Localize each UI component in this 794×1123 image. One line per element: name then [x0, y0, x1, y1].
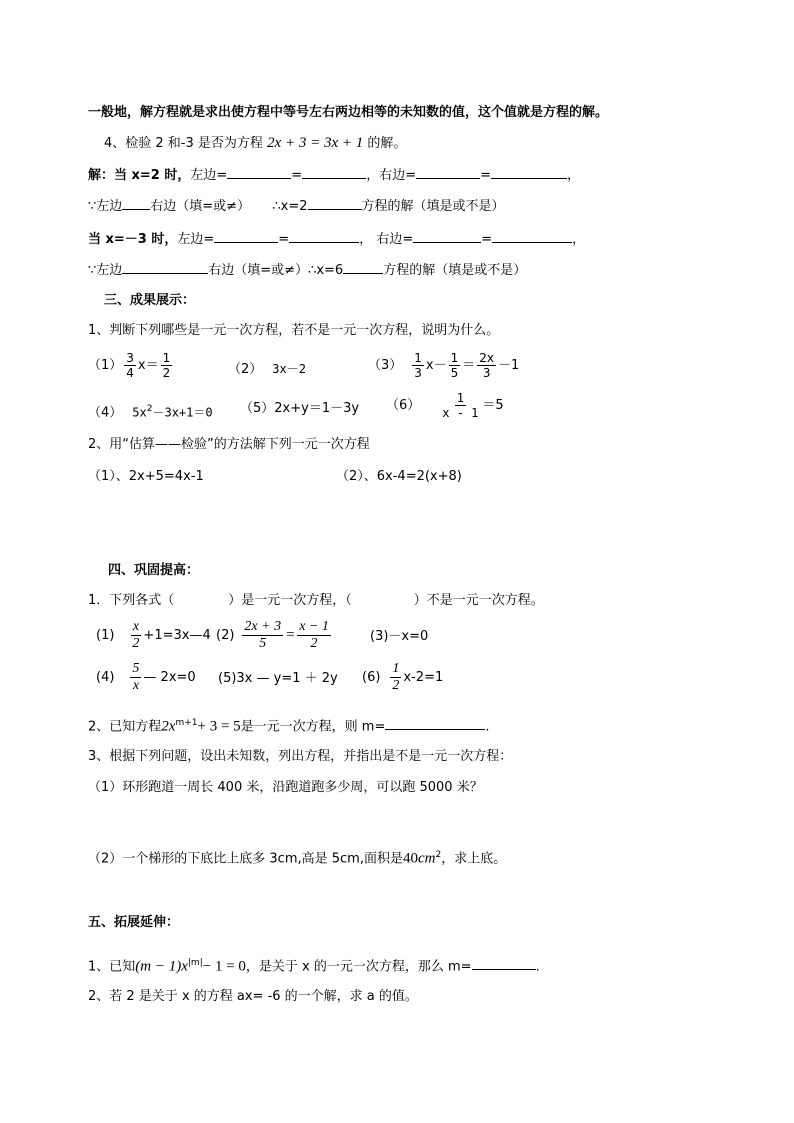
question-text: 1．下列各式（ [88, 593, 175, 608]
answer-blank[interactable] [289, 229, 359, 243]
numerator: 5 [132, 661, 140, 676]
equals-sign: = [481, 232, 493, 247]
numerator: 2x [479, 351, 495, 365]
answer-blank[interactable] [302, 165, 366, 179]
solution-fill-hint: 方程的解（填是或不是） [383, 263, 527, 278]
item-number: （1） [88, 358, 123, 373]
item-number: （6） [386, 398, 421, 413]
numerator: 1 [392, 661, 400, 676]
expression: +1=3x—4 [143, 628, 211, 643]
question-text: 2、已知方程 [88, 719, 162, 735]
numerator: 1 [456, 391, 464, 405]
sec3-problem-2: （2）、6x-4=2(x+8) [336, 469, 462, 484]
sec4-item-5: (5)3x — y=1 ＋ 2y [218, 671, 338, 686]
check-question [104, 134, 406, 153]
line-end: ， [572, 232, 586, 247]
answer-blank[interactable] [385, 716, 485, 730]
equals-sign: = [278, 232, 290, 247]
sec3-item-3 [368, 352, 519, 388]
fraction [242, 620, 283, 651]
question-text: 1、已知 [88, 959, 136, 975]
fraction [440, 392, 480, 419]
expression: — 2x=0 [143, 670, 196, 685]
denominator: 4 [126, 366, 134, 380]
therefore-x: ∴x=2 [272, 199, 308, 214]
exponent: m+1 [175, 718, 198, 728]
check-line-2 [88, 196, 505, 216]
fraction [130, 662, 141, 693]
term: ＝5 [482, 398, 504, 413]
exponent: |m| [187, 958, 203, 968]
check-line-3 [88, 229, 585, 249]
item-number: （2） [228, 362, 263, 377]
sec3-question-1: 1、判断下列哪些是一元一次方程，若不是一元一次方程，说明为什么。 [88, 323, 500, 338]
denominator: 3 [482, 366, 491, 380]
because-left: ∵左边 [88, 263, 123, 278]
check-line-3-lead: 当 x=－3 时， [88, 232, 178, 247]
sec5-question-1 [88, 954, 540, 976]
expression: x-2=1 [403, 670, 444, 685]
sec4-item-3: (3)－x=0 [370, 629, 429, 644]
fraction [477, 352, 496, 379]
right-fill-hint: 右边（填=或≠） [150, 199, 251, 214]
sec4-question-1 [88, 592, 544, 610]
item-number: (4) [96, 670, 115, 685]
sec4-item-2 [216, 620, 333, 660]
expression: －3x+1＝0 [152, 405, 213, 420]
intro-text: 一般地，解方程就是求出使方程中等号左右两边相等的未知数的值，这个值就是方程的解。 [88, 105, 609, 120]
answer-blank[interactable] [343, 260, 383, 274]
denominator: 5 [450, 366, 459, 380]
sec3-question-2: 2、用“估算——检验”的方法解下列一元一次方程 [88, 437, 370, 452]
item-number: （4） [88, 405, 123, 421]
numerator: 2x + 3 [244, 619, 282, 634]
left-label: 左边= [177, 232, 215, 247]
check-question-end: 的解。 [367, 136, 407, 151]
section-4-title: 四、巩固提高： [108, 563, 200, 578]
item-number: （3） [368, 358, 403, 373]
fraction [390, 662, 401, 693]
question-text: ）不是一元一次方程。 [413, 593, 544, 608]
fraction [130, 620, 141, 651]
section-5-title: 五、拓展延伸： [88, 915, 180, 930]
line-end: ， [567, 168, 581, 183]
numerator: x [132, 619, 140, 634]
answer-blank[interactable] [413, 229, 481, 243]
answer-blank[interactable] [122, 196, 150, 210]
check-line-1 [88, 165, 580, 185]
expression: 3x－2 [272, 362, 306, 376]
sec3-item-5: （5）2x+y＝1－3y [240, 401, 360, 416]
question-text: ）是一元一次方程，（ [228, 593, 352, 608]
sec4-question-3: 3、根据下列问题，设出未知数，列出方程，并指出是不是一元一次方程： [88, 749, 513, 764]
question-text: ，是关于 x 的一元一次方程，那么 m= [245, 959, 472, 975]
equals-sign: = [285, 627, 296, 643]
equation: 2x [161, 718, 176, 735]
equals-sign: = [480, 168, 492, 183]
question-text: （2）一个梯形的下底比上底多 3cm,高是 5cm,面积是 [88, 851, 403, 867]
denominator: x [132, 678, 140, 693]
right-fill-hint: 右边（填=或≠）∴x=6 [208, 263, 344, 278]
item-number: (1) [96, 628, 115, 643]
equals-sign: = [291, 168, 303, 183]
exponent: 2 [435, 850, 442, 860]
answer-blank[interactable] [416, 165, 480, 179]
denominator: x - 1 [442, 406, 479, 420]
denominator: 5 [259, 636, 267, 651]
answer-blank[interactable] [122, 260, 208, 274]
period: . [485, 719, 490, 735]
numerator: x − 1 [299, 619, 329, 634]
sec4-item-1 [96, 620, 211, 660]
answer-blank[interactable] [308, 196, 362, 210]
area-value: 40 [402, 850, 418, 867]
term: x＝ [137, 358, 159, 373]
denominator: 3 [414, 366, 422, 380]
check-line-1-lead: 解：当 x=2 时， [88, 168, 191, 183]
section-3-title: 三、成果展示： [104, 293, 196, 308]
exponent: 2 [146, 404, 153, 414]
because-left: ∵左边 [88, 199, 123, 214]
sec3-item-4 [88, 400, 213, 422]
sec5-question-2: 2、若 2 是关于 x 的方程 ax= -6 的一个解，求 a 的值。 [88, 989, 418, 1004]
equation: + 3 = 5 [197, 718, 241, 735]
check-line-4 [88, 260, 526, 280]
fraction [161, 352, 173, 379]
term: －1 [498, 358, 520, 373]
equation: − 1 = 0 [202, 958, 246, 975]
sec4-item-4 [96, 662, 196, 702]
fraction [297, 620, 331, 651]
answer-blank[interactable] [472, 956, 536, 970]
expression: 5x [132, 405, 147, 420]
fraction [449, 352, 461, 379]
answer-blank[interactable] [491, 165, 567, 179]
right-label: ，右边= [366, 168, 417, 183]
question-text: ，求上底。 [441, 851, 507, 867]
sec4-problem-2 [88, 846, 506, 868]
term: x－ [425, 358, 447, 373]
check-equation: 2x + 3 = 3x + 1 [267, 135, 364, 151]
sec3-item-1 [88, 352, 174, 388]
numerator: 1 [450, 351, 459, 365]
denominator: 2 [162, 366, 171, 380]
equation: (m − 1)x [135, 958, 188, 975]
sec4-item-6 [362, 662, 443, 702]
denominator: 2 [392, 678, 400, 693]
item-number: (6) [362, 670, 381, 685]
fraction [124, 352, 136, 379]
item-number: (2) [216, 628, 235, 643]
numerator: 3 [126, 351, 134, 365]
sec4-question-2 [88, 714, 490, 736]
check-question-text: 4、检验 2 和-3 是否为方程 [104, 136, 263, 151]
answer-blank[interactable] [227, 165, 291, 179]
numerator: 1 [162, 351, 171, 365]
numerator: 1 [414, 351, 422, 365]
sec4-problem-1: （1）环形跑道一周长 400 米，沿跑道跑多少周，可以跑 5000 米？ [88, 780, 483, 795]
solution-fill-hint: 方程的解（填是或不是） [361, 199, 505, 214]
fraction [412, 352, 424, 379]
denominator: 2 [310, 636, 318, 651]
equals-sign: ＝ [462, 358, 476, 373]
answer-blank[interactable] [214, 229, 278, 243]
answer-blank[interactable] [492, 229, 572, 243]
question-text: 是一元一次方程，则 m= [240, 719, 386, 735]
period: . [535, 959, 540, 975]
left-label: 左边= [190, 168, 228, 183]
denominator: 2 [132, 636, 140, 651]
area-unit: cm [417, 850, 436, 867]
sec3-item-6 [386, 392, 504, 428]
sec3-problem-1: （1）、2x+5=4x-1 [88, 469, 204, 484]
sec3-item-2 [228, 360, 306, 379]
right-label: ， 右边= [359, 232, 414, 247]
